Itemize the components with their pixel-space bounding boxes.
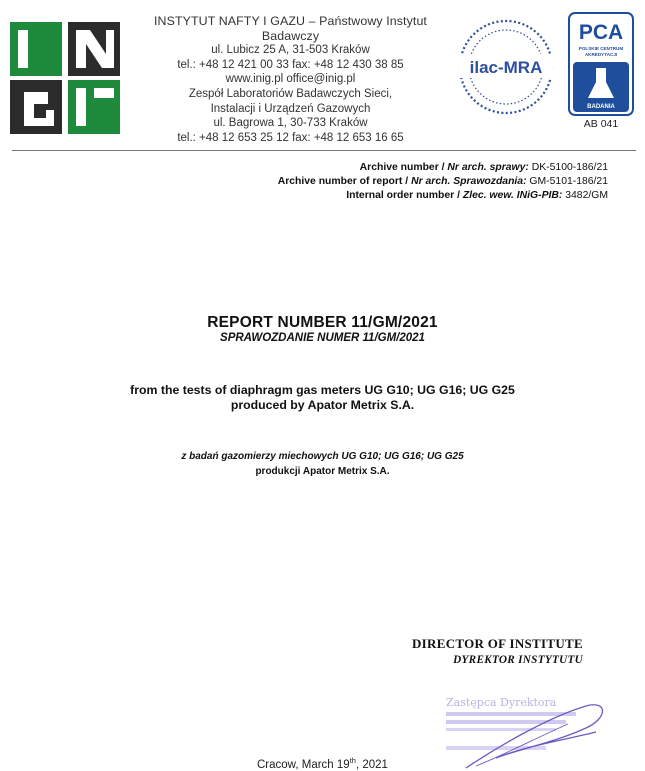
lab-phone-fax: tel.: +48 12 653 25 12 fax: +48 12 653 16 65 bbox=[177, 131, 404, 144]
pca-line-2: AKREDYTACJI bbox=[584, 52, 618, 57]
header-divider bbox=[12, 150, 636, 151]
logo-block-green-1 bbox=[10, 22, 62, 76]
institute-name: INSTYTUT NAFTY I GAZU – Państwowy Instytut Badawczy bbox=[154, 14, 427, 43]
signatory-block bbox=[412, 636, 583, 666]
archive-block bbox=[278, 161, 608, 202]
ilac-mra-logo bbox=[457, 18, 555, 116]
institute-web-mail: www.inig.pl office@inig.pl bbox=[225, 73, 356, 86]
lab-name-line-2: Instalacji i Urządzeń Gazowych bbox=[210, 102, 371, 115]
inig-logo bbox=[10, 22, 120, 134]
report-subject-pl-line-2: produkcji Apator Metrix S.A. bbox=[255, 466, 390, 477]
pca-text: PCA bbox=[578, 21, 624, 44]
report-title-pl: SPRAWOZDANIE NUMER 11/GM/2021 bbox=[220, 332, 425, 344]
report-subject-line-2: produced by Apator Metrix S.A. bbox=[230, 398, 415, 412]
lab-name-line-1: Zespół Laboratoriów Badawczych Sieci, bbox=[188, 87, 393, 100]
pca-logo bbox=[568, 12, 634, 116]
archive-row-2: Archive number of report / Nr arch. Sprawozdania: GM-5101-186/21 bbox=[277, 175, 608, 187]
institute-header bbox=[128, 14, 453, 145]
stamp-text: Zastępca Dyrektora bbox=[446, 696, 557, 709]
accreditation-code: AB 041 bbox=[583, 118, 619, 130]
pca-line-3: BADANIA bbox=[587, 104, 615, 110]
ilac-text: ilac-MRA bbox=[469, 58, 543, 77]
report-title: REPORT NUMBER 11/GM/2021 bbox=[207, 314, 438, 331]
director-title: DIRECTOR OF INSTITUTE bbox=[411, 636, 583, 651]
report-subject-pl-line-1: z badań gazomierzy miechowych UG G10; UG G16; UG G25 bbox=[181, 451, 464, 462]
institute-phone-fax: tel.: +48 12 421 00 33 fax: +48 12 430 38 85 bbox=[177, 58, 404, 71]
archive-row-1: Archive number / Nr arch. sprawy: DK-5100-186/21 bbox=[359, 162, 608, 173]
report-subject-line-1: from the tests of diaphragm gas meters UG G10; UG G16; UG G25 bbox=[130, 383, 515, 397]
report-date: Cracow, March 19th, 2021 bbox=[257, 756, 388, 771]
institute-address: ul. Lubicz 25 A, 31-503 Kraków bbox=[211, 44, 370, 57]
pca-line-1: POLSKIE CENTRUM bbox=[578, 46, 624, 51]
director-title-pl: DYREKTOR INSTYTUTU bbox=[453, 654, 583, 666]
lab-address: ul. Bagrowa 1, 30-733 Kraków bbox=[213, 117, 368, 130]
signature-stamp bbox=[436, 688, 614, 770]
archive-row-3: Internal order number / Zlec. wew. INiG-PIB: 3482/GM bbox=[346, 189, 608, 201]
